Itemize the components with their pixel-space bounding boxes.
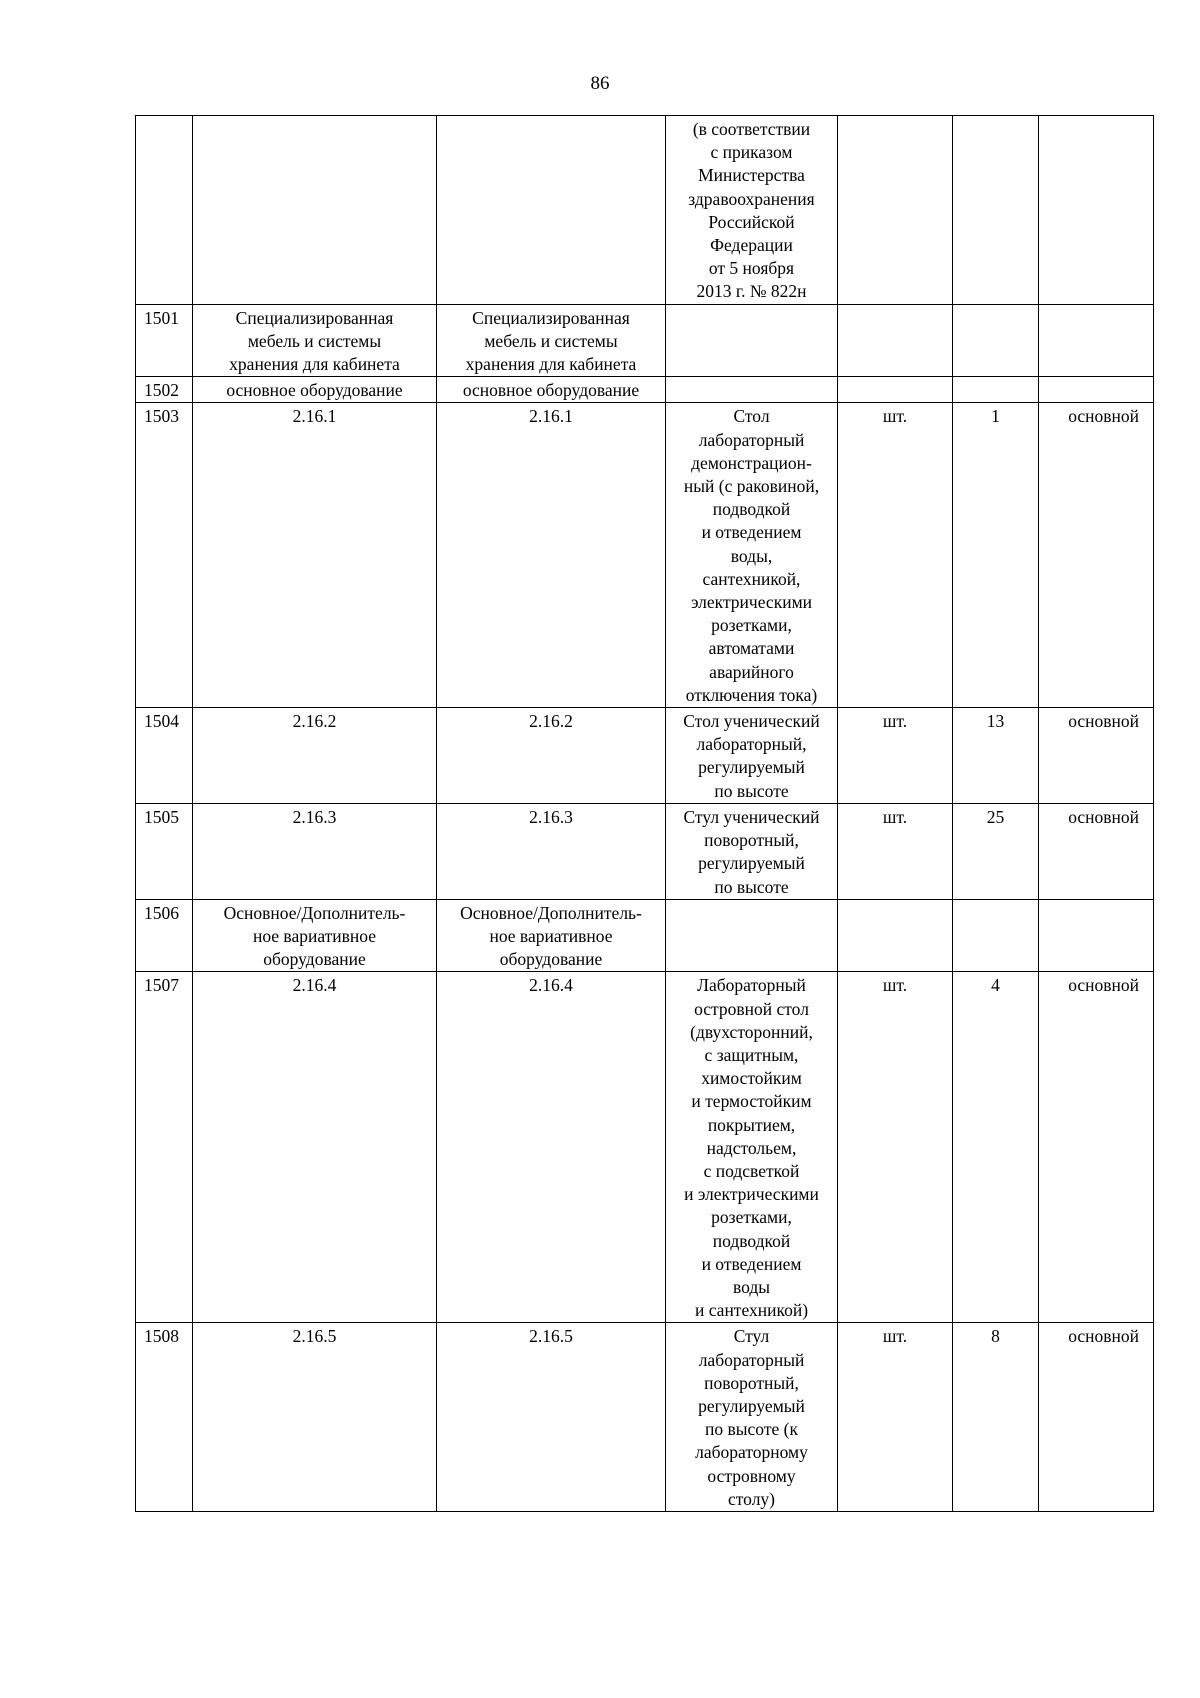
table-row [136,403,1154,708]
row-number-cell: 1502 [136,377,193,403]
unit-cell: шт. [838,803,953,899]
table-row [136,972,1154,1323]
unit-cell: шт. [838,1323,953,1512]
row-number-cell: 1505 [136,803,193,899]
table-row [136,116,1154,305]
status-cell: основной [1039,1323,1154,1512]
item-name-cell: Стул ученический поворотный, регулируемый по высоте [666,803,838,899]
quantity-cell [953,899,1039,972]
item-name-cell: (в соответствии с приказом Министерства здравоохранения Российской Федерации от 5 ноября 2013 г. № 822н [666,116,838,305]
row-number-cell: 1503 [136,403,193,708]
section-cell: Специализированная мебель и системы хранения для кабинета [193,304,437,377]
section-cell [193,116,437,305]
status-cell [1039,116,1154,305]
row-number-cell: 1506 [136,899,193,972]
quantity-cell: 4 [953,972,1039,1323]
quantity-cell [953,116,1039,305]
unit-cell: шт. [838,708,953,804]
status-cell: основной [1039,403,1154,708]
unit-cell [838,304,953,377]
quantity-cell: 25 [953,803,1039,899]
row-number-cell: 1508 [136,1323,193,1512]
section-cell: основное оборудование [193,377,437,403]
status-cell [1039,899,1154,972]
table-row [136,803,1154,899]
status-cell [1039,377,1154,403]
section-cell: 2.16.5 [193,1323,437,1512]
code-cell: 2.16.1 [437,403,666,708]
item-name-cell: Стол ученический лабораторный, регулируемый по высоте [666,708,838,804]
table-row [136,1323,1154,1512]
item-name-cell: Стол лабораторный демонстрацион- ный (с раковиной, подводкой и отведением воды, сантехникой, электрическими розетками, автоматами аварийного отключения тока) [666,403,838,708]
code-cell: 2.16.2 [437,708,666,804]
section-cell: 2.16.3 [193,803,437,899]
code-cell: Основное/Дополнитель- ное вариативное оборудование [437,899,666,972]
unit-cell [838,899,953,972]
code-cell: 2.16.3 [437,803,666,899]
item-name-cell: Лабораторный островной стол (двухсторонний, с защитным, химостойким и термостойким покрытием, надстольем, с подсветкой и электрическими розетками, подводкой и отведением воды и сантехникой) [666,972,838,1323]
item-name-cell [666,899,838,972]
status-cell: основной [1039,708,1154,804]
section-cell: Основное/Дополнитель- ное вариативное оборудование [193,899,437,972]
item-name-cell [666,304,838,377]
page-number: 86 [590,73,610,94]
unit-cell: шт. [838,403,953,708]
unit-cell [838,116,953,305]
table-row [136,708,1154,804]
code-cell: 2.16.5 [437,1323,666,1512]
quantity-cell: 13 [953,708,1039,804]
unit-cell: шт. [838,972,953,1323]
code-cell: 2.16.4 [437,972,666,1323]
quantity-cell [953,304,1039,377]
code-cell: основное оборудование [437,377,666,403]
item-name-cell [666,377,838,403]
section-cell: 2.16.1 [193,403,437,708]
section-cell: 2.16.2 [193,708,437,804]
quantity-cell: 8 [953,1323,1039,1512]
row-number-cell: 1504 [136,708,193,804]
quantity-cell: 1 [953,403,1039,708]
row-number-cell: 1501 [136,304,193,377]
unit-cell [838,377,953,403]
table-row [136,899,1154,972]
status-cell: основной [1039,972,1154,1323]
row-number-cell [136,116,193,305]
row-number-cell: 1507 [136,972,193,1323]
equipment-table [135,115,1154,1512]
item-name-cell: Стул лабораторный поворотный, регулируемый по высоте (к лабораторному островному столу) [666,1323,838,1512]
code-cell: Специализированная мебель и системы хранения для кабинета [437,304,666,377]
code-cell [437,116,666,305]
table-row [136,377,1154,403]
status-cell [1039,304,1154,377]
status-cell: основной [1039,803,1154,899]
table-row [136,304,1154,377]
section-cell: 2.16.4 [193,972,437,1323]
quantity-cell [953,377,1039,403]
